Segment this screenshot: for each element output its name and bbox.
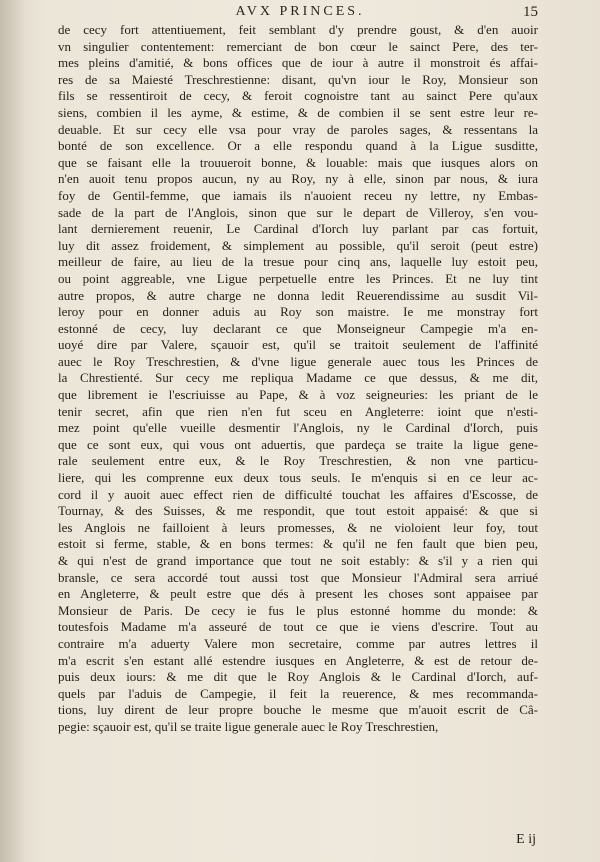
text-line: bransle, ce sera accordé tout aussi tost que Monsieur l'Admiral sera arriué <box>58 569 538 585</box>
text-line: autre propos, & autre charge ne donna ledit Reuerendissime au susdit Vil- <box>58 287 538 303</box>
text-line: estonné de cecy, luy declarant ce que Monseigneur Campegie m'a en- <box>58 320 538 336</box>
text-line: contraire m'a aduerty Valere mon secretaire, comme par autres lettres il <box>58 635 538 651</box>
text-line: m'a escrit s'en estant allé estendre iusques en Angleterre, & est de retour de- <box>58 652 538 668</box>
text-line: siens, combien il les ayme, & estime, & de combien il se sent estre leur re- <box>58 104 538 120</box>
text-line: cord il y auoit auec effect rien de difficulté touchat les affaires d'Escosse, de <box>58 486 538 502</box>
text-line: lant dernierement reuenir, Le Cardinal d'Iorch luy parlant par cas fortuit, <box>58 221 538 237</box>
text-line: Tournay, & des Suisses, & me respondit, que tout estoit appaisé: & que si <box>58 503 538 519</box>
text-line: pegie: sçauoir est, qu'il se traite ligue generale auec le Roy Treschrestien, <box>58 718 439 734</box>
text-line: la Chrestienté. Sur cecy me repliqua Madame ce que dessus, & me dit, <box>58 370 538 386</box>
text-line: mez point qu'elle vueille desmentir l'Anglois, ny le Cardinal d'Iorch, puis <box>58 420 538 436</box>
page-number: 15 <box>523 4 538 20</box>
text-line: en Angleterre, & peult estre que dés à present les choses sont appaisee par <box>58 586 538 602</box>
text-line: leroy pour en donner aduis au Roy son maistre. Ie me monstray fort <box>58 304 538 320</box>
text-line: uoyé dire par Valere, sçauoir est, qu'il se traitoit seulement de l'affinité <box>58 337 538 353</box>
text-line: Monsieur de Paris. De cecy ie fus le plus estonné homme du monde: & <box>58 602 538 618</box>
text-line: auec le Roy Treschrestien, & d'vne ligue generale auec tous les Princes de <box>58 353 538 369</box>
running-head: AVX PRINCES. <box>235 4 365 19</box>
text-line: foy de Gentil-femme, que iamais ils n'auoient receu ny lettre, ny Embas- <box>58 187 538 203</box>
page-header <box>0 4 600 22</box>
text-line: quels par l'aduis de Campegie, il feit la reuerence, & mes recommanda- <box>58 685 538 701</box>
text-line: fils se ressentiroit de cecy, & feroit cognoistre tant au sainct Pere qu'aux <box>58 88 538 104</box>
text-line: deuable. Et sur cecy elle vsa pour vray de paroles sages, & ressentans la <box>58 121 538 137</box>
text-line: ou point aggreable, vne Ligue perpetuelle entre les Princes. Et ne luy tint <box>58 270 538 286</box>
text-line: res de sa Maiesté Treschrestienne: disant, qu'vn iour le Roy, Monsieur son <box>58 71 538 87</box>
text-line: bonté de son excellence. Or a elle respondu quand à la Ligue susditte, <box>58 138 538 154</box>
text-line: toutesfois Madame m'a asseuré de tout ce que ie viens d'escrire. Tout au <box>58 619 538 635</box>
body-text <box>58 22 538 736</box>
signature-mark: E ij <box>516 832 536 847</box>
text-line: estoit si ferme, stable, & en bons termes: & qu'il ne fen fault que bien peu, <box>58 536 538 552</box>
text-line: liere, qui les comprenne eux deux tous seuls. Ie m'enquis si en ce leur ac- <box>58 470 538 486</box>
text-line: puis deux iours: & me dit que le Roy Anglois & le Cardinal d'Iorch, auf- <box>58 669 538 685</box>
text-line: rale seulement entre eux, & le Roy Treschrestien, & non vne particu- <box>58 453 538 469</box>
text-line: que ce sont eux, qui vous ont aduertis, que pardeça se traite la ligue gene- <box>58 436 538 452</box>
text-line: vn singulier contentement: remerciant de bon cœur le sainct Pere, des ter- <box>58 38 538 54</box>
text-line: & qui n'est de grand importance que tout ne soit estably: & s'il y a rien qui <box>58 553 538 568</box>
text-line: les Anglois ne failloient à leurs promesses, & ne violoient leur foy, tout <box>58 519 538 535</box>
text-line: de cecy fort attentiuement, feit semblant d'y prendre goust, & d'en auoir <box>58 22 538 37</box>
text-line: que librement ie l'escriuisse au Pape, & à voz seigneuries: les priant de le <box>58 387 538 403</box>
text-line: sade de la part de l'Anglois, sinon que sur le depart de Villeroy, s'en vou- <box>58 204 538 220</box>
text-line: luy dit assez froidement, & simplement au possible, qu'il seroit (peut estre) <box>58 237 538 253</box>
text-line: tenir secret, afin que rien n'en fut sceu en Angleterre: ioint que n'esti- <box>58 403 538 419</box>
text-line: tions, luy dirent de leur propre bouche le mesme que m'auoit escrit de Câ- <box>58 702 538 718</box>
text-line: que se faisant elle la trouueroit bonne, & louable: mais que iusques alors on <box>58 154 538 170</box>
text-line: n'en auoit tenu propos aucun, ny au Roy, ny à elle, sinon par nous, & iura <box>58 171 538 187</box>
text-line: meilleur de faire, au lieu de la tresue pour cinq ans, laquelle luy estoit peu, <box>58 254 538 270</box>
text-line: mes pleins d'amitié, & bons offices que de iour à autre il monstroit és affai- <box>58 55 538 71</box>
